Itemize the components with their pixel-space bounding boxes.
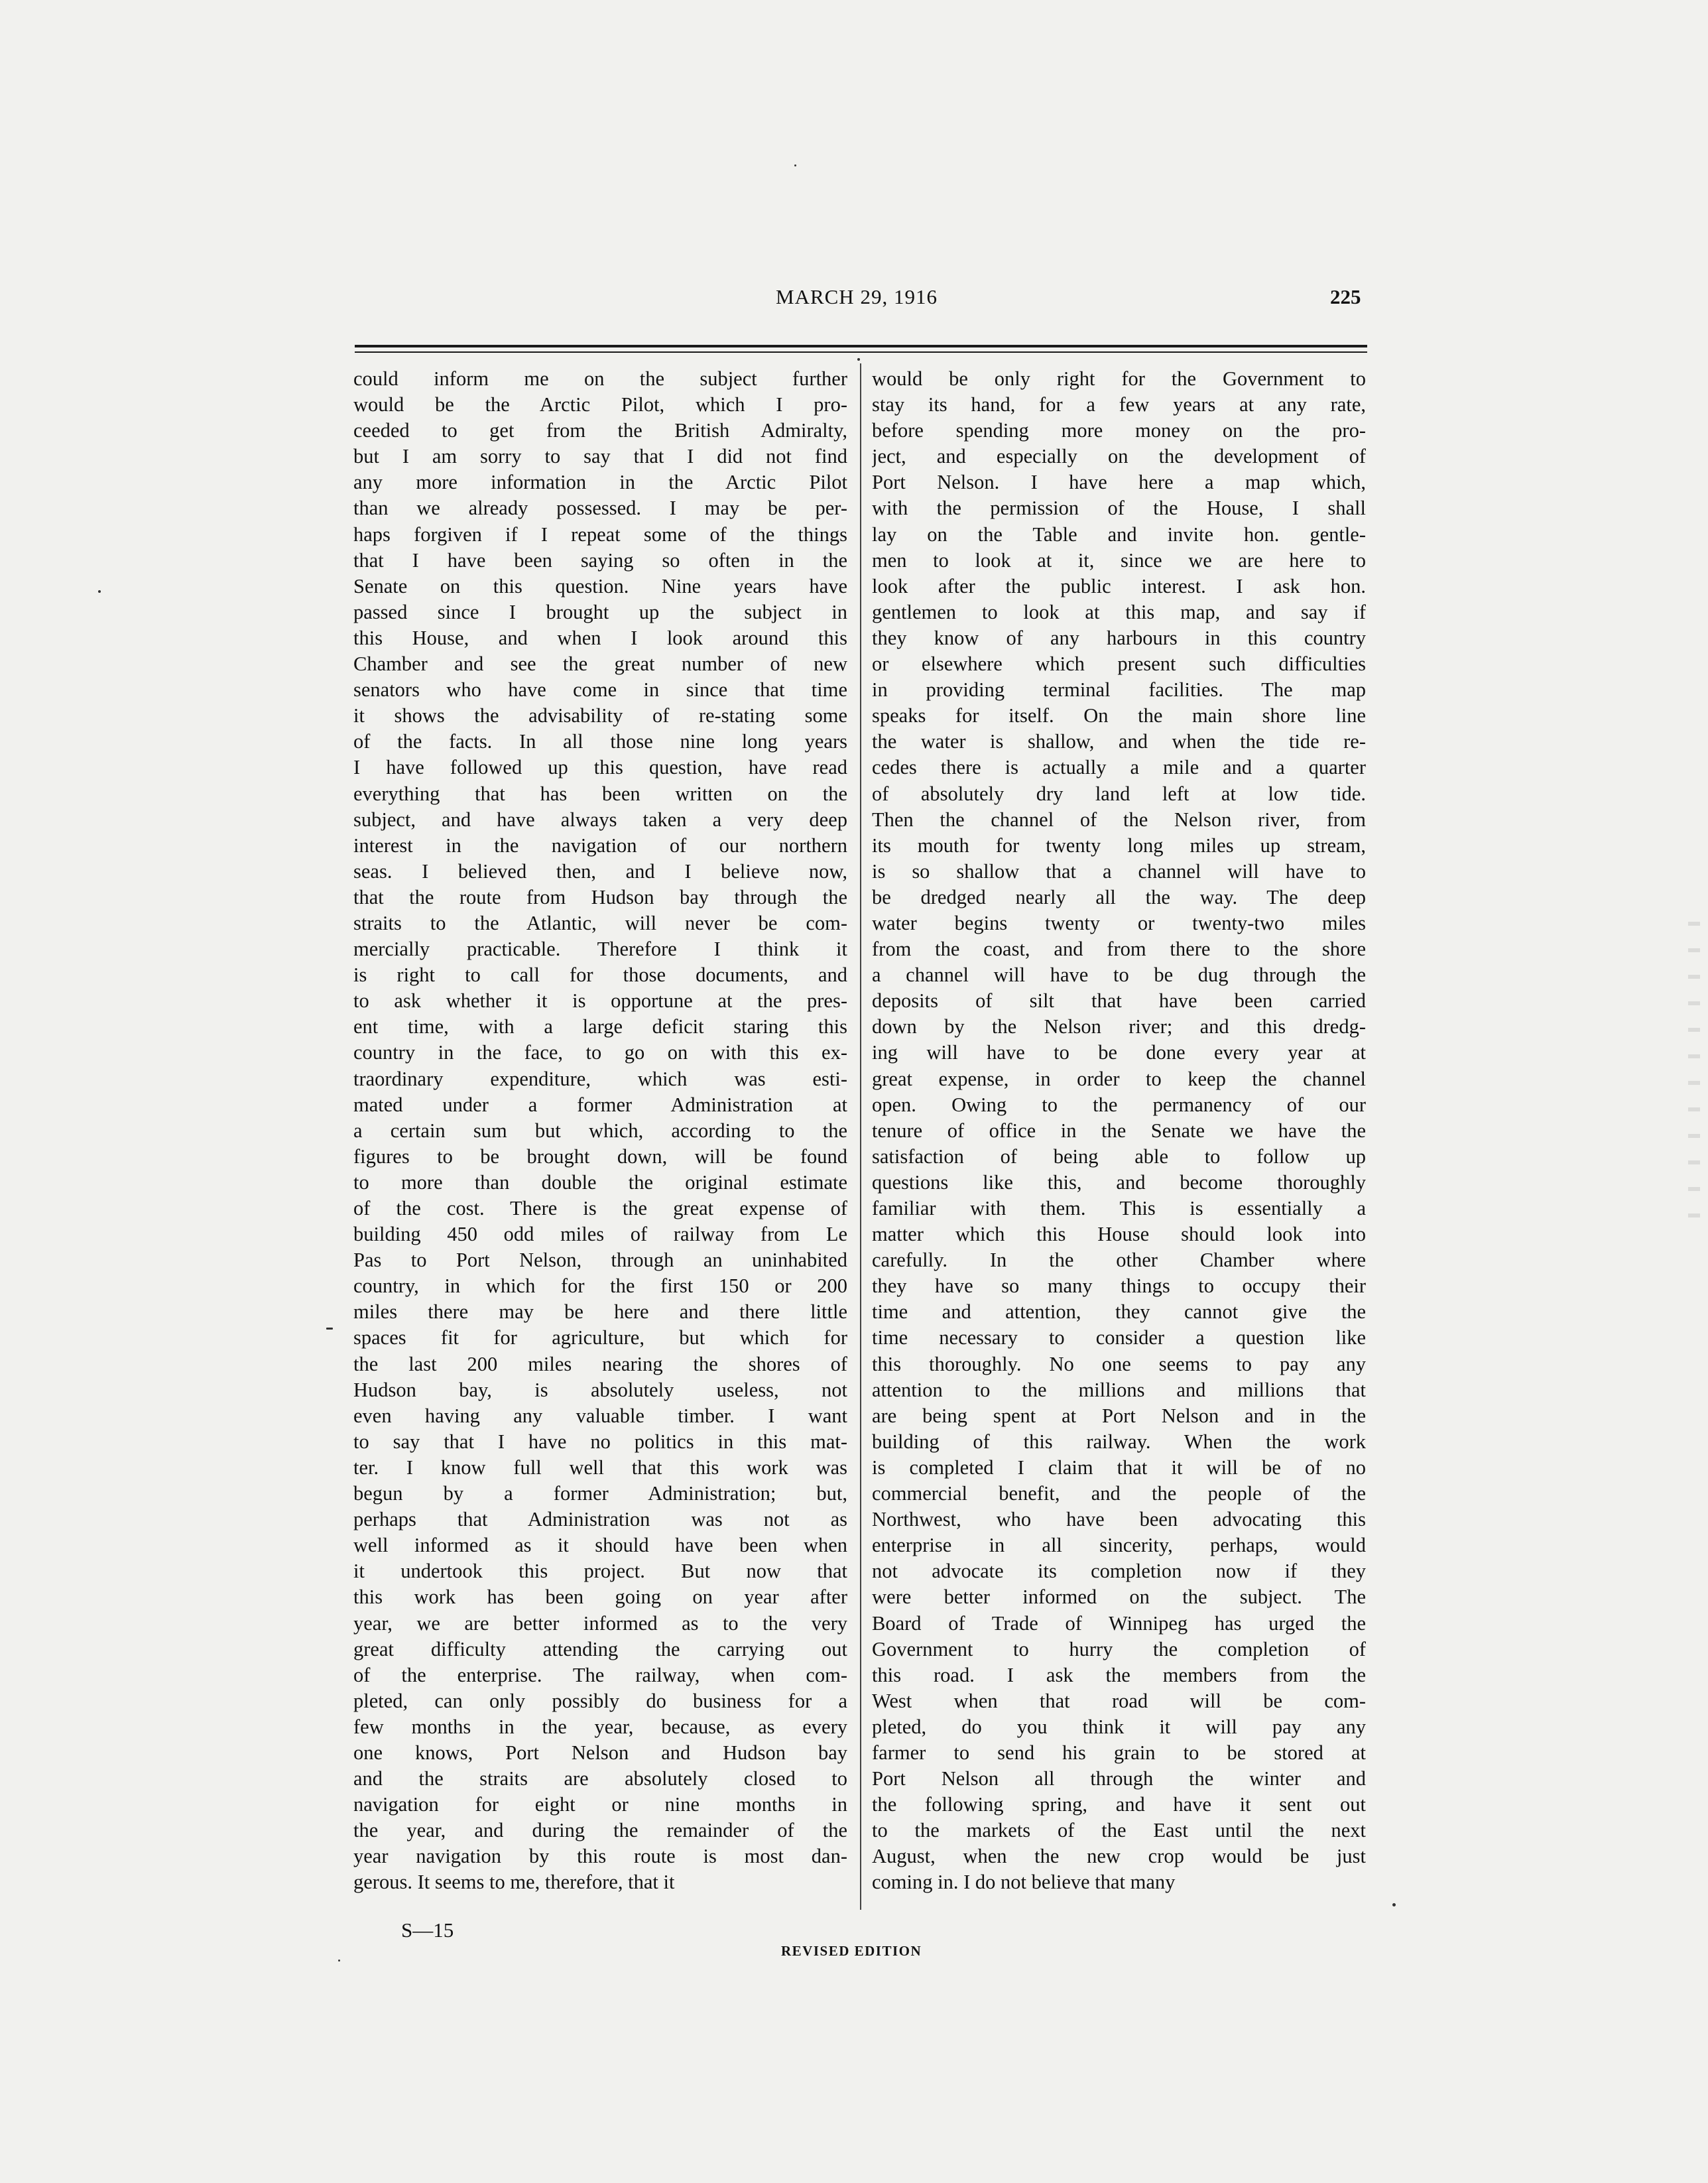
text-line: few months in the year, because, as every xyxy=(353,1715,847,1738)
left-column xyxy=(353,366,847,1896)
text-line: of absolutely dry land left at low tide. xyxy=(872,782,1366,805)
text-line: but I am sorry to say that I did not find xyxy=(353,445,847,468)
text-line: or elsewhere which present such difficulties xyxy=(872,653,1366,676)
text-line: year navigation by this route is most dan- xyxy=(353,1845,847,1868)
text-line: West when that road will be com- xyxy=(872,1689,1366,1712)
text-line: Port Nelson all through the winter and xyxy=(872,1767,1366,1790)
text-line: the last 200 miles nearing the shores of xyxy=(353,1352,847,1375)
text-line: of the cost. There is the great expense of xyxy=(353,1197,847,1219)
text-line: ceeded to get from the British Admiralty, xyxy=(353,419,847,442)
text-line: haps forgiven if I repeat some of the things xyxy=(353,523,847,546)
right-column xyxy=(872,366,1366,1896)
text-line: carefully. In the other Chamber where xyxy=(872,1249,1366,1272)
text-line: subject, and have always taken a very deep xyxy=(353,808,847,831)
text-line: to the markets of the East until the next xyxy=(872,1819,1366,1842)
text-line: before spending more money on the pro- xyxy=(872,419,1366,442)
text-line: gerous. It seems to me, therefore, that it xyxy=(353,1871,675,1894)
text-line: navigation for eight or nine months in xyxy=(353,1793,847,1816)
text-line: mercially practicable. Therefore I think it xyxy=(353,938,847,961)
text-line: even having any valuable timber. I want xyxy=(353,1404,847,1427)
text-line: time and attention, they cannot give the xyxy=(872,1300,1366,1324)
text-line: is so shallow that a channel will have to xyxy=(872,859,1366,883)
text-line: are being spent at Port Nelson and in the xyxy=(872,1404,1366,1427)
text-line: matter which this House should look into xyxy=(872,1223,1366,1246)
text-line: could inform me on the subject further xyxy=(353,367,847,390)
text-line: it shows the advisability of re-stating some xyxy=(353,704,847,727)
text-line: figures to be brought down, will be found xyxy=(353,1145,847,1168)
text-line: ter. I know full well that this work was xyxy=(353,1456,847,1479)
text-line: the water is shallow, and when the tide re- xyxy=(872,730,1366,753)
text-line: from the coast, and from there to the shore xyxy=(872,938,1366,961)
text-line: were better informed on the subject. The xyxy=(872,1586,1366,1609)
text-line: Then the channel of the Nelson river, from xyxy=(872,808,1366,831)
text-line: enterprise in all sincerity, perhaps, would xyxy=(872,1534,1366,1557)
text-line: familiar with them. This is essentially a xyxy=(872,1197,1366,1219)
text-line: down by the Nelson river; and this dredg- xyxy=(872,1015,1366,1038)
text-line: ing will have to be done every year at xyxy=(872,1041,1366,1064)
header-rule-thin xyxy=(355,351,1367,353)
text-line: everything that has been written on the xyxy=(353,782,847,805)
text-line: to more than double the original estimate xyxy=(353,1170,847,1194)
text-line: that I have been saying so often in the xyxy=(353,548,847,572)
text-line: coming in. I do not believe that many xyxy=(872,1871,1176,1894)
text-line: pleted, can only possibly do business for a xyxy=(353,1689,847,1712)
text-line: spaces fit for agriculture, but which for xyxy=(353,1326,847,1349)
text-line: to say that I have no politics in this mat- xyxy=(353,1430,847,1453)
text-line: Board of Trade of Winnipeg has urged the xyxy=(872,1611,1366,1635)
text-line: senators who have come in since that time xyxy=(353,678,847,702)
text-line: of the facts. In all those nine long years xyxy=(353,730,847,753)
header-date: MARCH 29, 1916 xyxy=(776,285,938,308)
text-line: men to look at it, since we are here to xyxy=(872,548,1366,572)
column-divider xyxy=(860,363,861,1910)
text-line: begun by a former Administration; but, xyxy=(353,1482,847,1505)
text-line: Port Nelson. I have here a map which, xyxy=(872,471,1366,494)
scan-speck xyxy=(338,1960,340,1962)
scan-speck xyxy=(326,1328,333,1330)
scan-speck xyxy=(794,164,796,166)
text-line: traordinary expenditure, which was esti- xyxy=(353,1067,847,1090)
scan-speck xyxy=(98,590,101,593)
text-line: questions like this, and become thoroughly xyxy=(872,1170,1366,1194)
text-line: this work has been going on year after xyxy=(353,1586,847,1609)
text-line: the year, and during the remainder of the xyxy=(353,1819,847,1842)
text-line: stay its hand, for a few years at any rate, xyxy=(872,393,1366,416)
text-line: country in the face, to go on with this ex- xyxy=(353,1041,847,1064)
text-line: I have followed up this question, have read xyxy=(353,756,847,779)
text-line: and the straits are absolutely closed to xyxy=(353,1767,847,1790)
text-line: with the permission of the House, I shall xyxy=(872,497,1366,520)
text-line: cedes there is actually a mile and a quarter xyxy=(872,756,1366,779)
text-line: they have so many things to occupy their xyxy=(872,1275,1366,1298)
text-line: straits to the Atlantic, will never be com- xyxy=(353,911,847,934)
bleed-through-marks xyxy=(1688,922,1700,1233)
text-line: of the enterprise. The railway, when com- xyxy=(353,1663,847,1686)
text-line: Pas to Port Nelson, through an uninhabited xyxy=(353,1249,847,1272)
text-line: this thoroughly. No one seems to pay any xyxy=(872,1352,1366,1375)
text-line: passed since I brought up the subject in xyxy=(353,600,847,623)
text-line: pleted, do you think it will pay any xyxy=(872,1715,1366,1738)
text-line: mated under a former Administration at xyxy=(353,1093,847,1116)
text-line: ent time, with a large deficit staring this xyxy=(353,1015,847,1038)
text-line: speaks for itself. On the main shore line xyxy=(872,704,1366,727)
text-line: attention to the millions and millions that xyxy=(872,1378,1366,1401)
text-line: this House, and when I look around this xyxy=(353,626,847,649)
text-line: would be only right for the Government to xyxy=(872,367,1366,390)
text-line: miles there may be here and there little xyxy=(353,1300,847,1324)
text-line: than we already possessed. I may be per- xyxy=(353,497,847,520)
text-line: look after the public interest. I ask hon. xyxy=(872,574,1366,597)
text-line: the following spring, and have it sent out xyxy=(872,1793,1366,1816)
text-line: time necessary to consider a question like xyxy=(872,1326,1366,1349)
text-line: would be the Arctic Pilot, which I pro- xyxy=(353,393,847,416)
text-line: ject, and especially on the development of xyxy=(872,445,1366,468)
text-line: great expense, in order to keep the channel xyxy=(872,1067,1366,1090)
text-line: farmer to send his grain to be stored at xyxy=(872,1741,1366,1764)
text-line: that the route from Hudson bay through the xyxy=(353,885,847,908)
text-line: perhaps that Administration was not as xyxy=(353,1508,847,1531)
text-line: be dredged nearly all the way. The deep xyxy=(872,885,1366,908)
text-line: a channel will have to be dug through the xyxy=(872,964,1366,987)
text-line: Chamber and see the great number of new xyxy=(353,653,847,676)
text-line: Northwest, who have been advocating this xyxy=(872,1508,1366,1531)
text-line: great difficulty attending the carrying out xyxy=(353,1637,847,1660)
text-line: Hudson bay, is absolutely useless, not xyxy=(353,1378,847,1401)
text-line: satisfaction of being able to follow up xyxy=(872,1145,1366,1168)
text-line: year, we are better informed as to the very xyxy=(353,1611,847,1635)
edition-label: REVISED EDITION xyxy=(781,1943,922,1959)
text-line: country, in which for the first 150 or 200 xyxy=(353,1275,847,1298)
text-line: August, when the new crop would be just xyxy=(872,1845,1366,1868)
text-line: Government to hurry the completion of xyxy=(872,1637,1366,1660)
text-line: gentlemen to look at this map, and say if xyxy=(872,600,1366,623)
text-line: to ask whether it is opportune at the pres- xyxy=(353,989,847,1013)
text-line: seas. I believed then, and I believe now, xyxy=(353,859,847,883)
text-line: deposits of silt that have been carried xyxy=(872,989,1366,1013)
text-line: they know of any harbours in this country xyxy=(872,626,1366,649)
scan-speck xyxy=(857,358,860,361)
text-line: is completed I claim that it will be of no xyxy=(872,1456,1366,1479)
text-line: water begins twenty or twenty-two miles xyxy=(872,911,1366,934)
text-line: tenure of office in the Senate we have the xyxy=(872,1119,1366,1142)
text-line: open. Owing to the permanency of our xyxy=(872,1093,1366,1116)
text-line: interest in the navigation of our northern xyxy=(353,834,847,857)
text-line: well informed as it should have been when xyxy=(353,1534,847,1557)
text-line: its mouth for twenty long miles up stream, xyxy=(872,834,1366,857)
text-line: it undertook this project. But now that xyxy=(353,1560,847,1583)
text-line: Senate on this question. Nine years have xyxy=(353,574,847,597)
text-line: commercial benefit, and the people of the xyxy=(872,1482,1366,1505)
text-line: is right to call for those documents, and xyxy=(353,964,847,987)
text-line: building 450 odd miles of railway from Le xyxy=(353,1223,847,1246)
scan-speck xyxy=(1392,1903,1396,1906)
page-number: 225 xyxy=(1330,285,1361,308)
text-line: any more information in the Arctic Pilot xyxy=(353,471,847,494)
text-line: building of this railway. When the work xyxy=(872,1430,1366,1453)
signature-mark: S—15 xyxy=(401,1918,454,1942)
text-line: in providing terminal facilities. The map xyxy=(872,678,1366,702)
text-line: lay on the Table and invite hon. gentle- xyxy=(872,523,1366,546)
text-line: not advocate its completion now if they xyxy=(872,1560,1366,1583)
header-rule-thick xyxy=(355,345,1367,347)
text-line: this road. I ask the members from the xyxy=(872,1663,1366,1686)
text-line: a certain sum but which, according to the xyxy=(353,1119,847,1142)
text-line: one knows, Port Nelson and Hudson bay xyxy=(353,1741,847,1764)
